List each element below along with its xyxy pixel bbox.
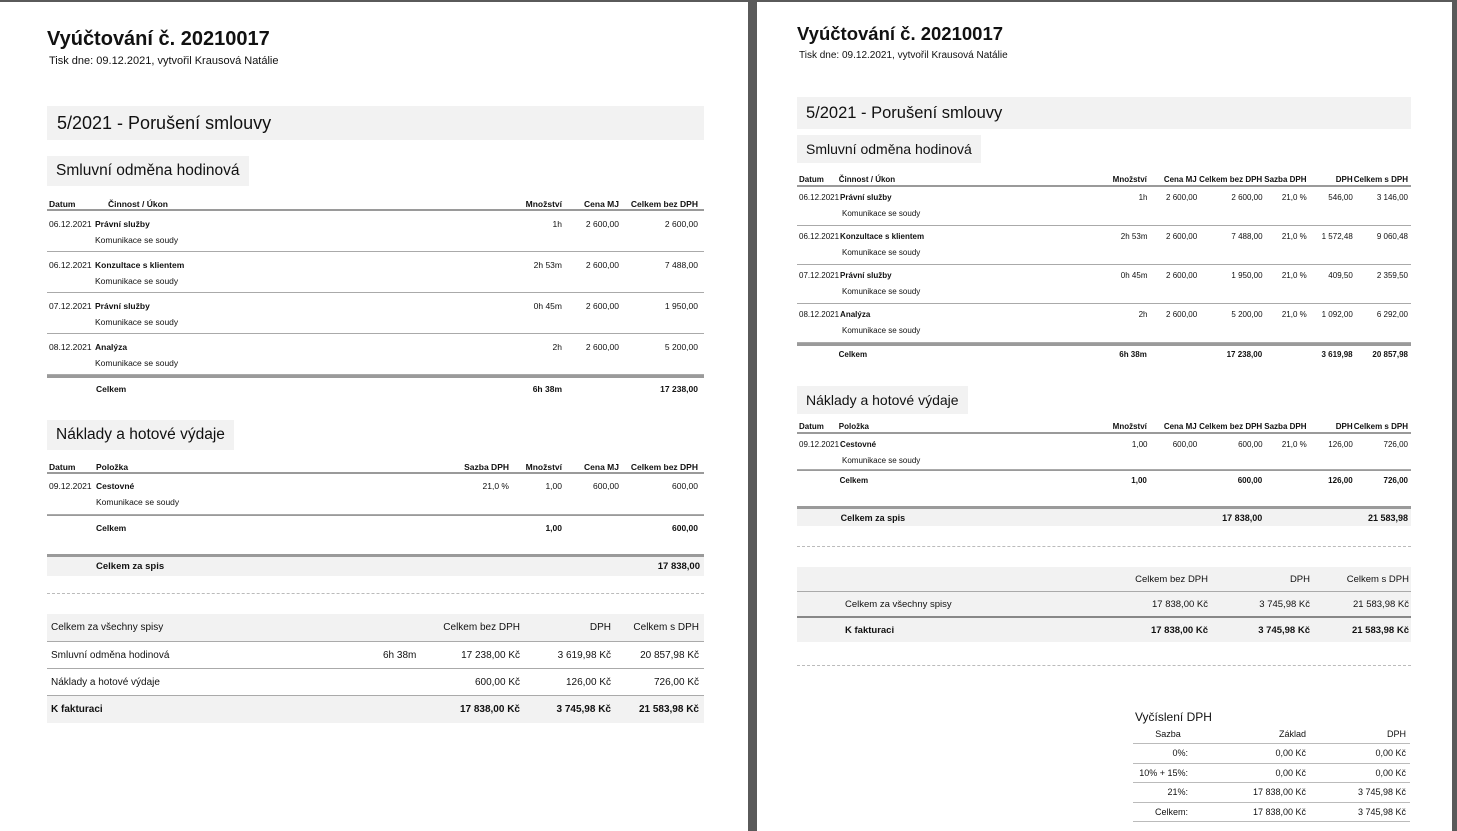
row-net: 7 488,00 — [664, 260, 698, 270]
section-expenses-title: Náklady a hotové výdaje — [797, 386, 968, 414]
table-row — [797, 304, 1411, 343]
col-qty: Množství — [525, 462, 562, 472]
row-vat: 0,00 Kč — [1375, 748, 1406, 758]
row-gross: 3 146,00 — [1376, 193, 1408, 202]
summary-gross: 21 583,98 Kč — [1353, 598, 1409, 610]
summary-vat: 126,00 Kč — [565, 676, 611, 688]
invoice-vat: 3 745,98 Kč — [556, 704, 611, 715]
row-date: 06.12.2021 — [799, 232, 840, 241]
document-page-right — [757, 2, 1452, 831]
row-price: 2 600,00 — [1166, 310, 1198, 319]
total-net: 600,00 — [672, 523, 698, 533]
row-gross: 2 359,50 — [1376, 271, 1408, 280]
summary-col-net: Celkem bez DPH — [1135, 573, 1208, 585]
row-base: 0,00 Kč — [1275, 767, 1306, 778]
vat-breakdown — [1133, 708, 1410, 822]
summary-gross: 20 857,98 Kč — [640, 649, 699, 661]
col-vat: DPH — [1335, 422, 1353, 431]
summary-col-gross: Celkem s DPH — [1346, 573, 1409, 585]
row-qty: 1,00 — [1131, 440, 1148, 449]
row-main-line — [797, 268, 1411, 284]
row-rate: 21,0 % — [1281, 271, 1307, 280]
total-gross: 726,00 — [1383, 476, 1408, 485]
row-item: Cestovné — [96, 481, 135, 491]
hourly-total-row — [797, 343, 1411, 364]
row-base: 17 838,00 Kč — [1252, 806, 1306, 817]
col-rate: Sazba DPH — [464, 462, 509, 472]
row-vat: 0,00 Kč — [1375, 767, 1406, 778]
invoice-row — [47, 696, 704, 723]
total-net: 17 238,00 — [660, 384, 698, 394]
row-vat: 546,00 — [1328, 193, 1353, 202]
hourly-table-header — [797, 173, 1411, 187]
invoice-label: K fakturaci — [51, 704, 103, 715]
expenses-total-row — [797, 469, 1411, 506]
summary-label: Náklady a hotové výdaje — [51, 676, 160, 688]
row-qty: 1,00 — [545, 481, 562, 491]
row-rate: 21,0 % — [1281, 193, 1307, 202]
summary-col-net: Celkem bez DPH — [443, 622, 520, 633]
row-date: 07.12.2021 — [799, 271, 840, 280]
table-row — [47, 334, 704, 375]
page-content — [797, 21, 1411, 666]
row-vat: 409,50 — [1328, 271, 1353, 280]
row-rate: 0%: — [1172, 748, 1188, 758]
row-qty: 2h 53m — [1120, 232, 1148, 241]
col-price: Cena MJ — [1163, 422, 1197, 431]
row-base: 17 838,00 Kč — [1252, 787, 1306, 797]
row-note: Komunikace se soudy — [842, 456, 921, 465]
col-date: Datum — [799, 422, 824, 431]
row-rate: 21,0 % — [482, 481, 509, 491]
col-price: Cena MJ — [1163, 175, 1197, 184]
col-gross: Celkem s DPH — [1353, 422, 1408, 431]
row-price: 2 600,00 — [1166, 193, 1198, 202]
case-total-row — [47, 554, 704, 576]
summary-row — [47, 669, 704, 696]
expenses-table-header — [797, 420, 1411, 434]
total-vat: 3 619,98 — [1321, 350, 1353, 359]
row-main-line — [47, 298, 704, 314]
summary-qty: 6h 38m — [383, 649, 417, 661]
row-qty: 2h 53m — [533, 260, 562, 270]
case-heading: 5/2021 - Porušení smlouvy — [797, 97, 1411, 129]
row-net: 7 488,00 — [1231, 232, 1263, 241]
col-vat: DPH — [1386, 729, 1406, 739]
row-vat: 1 572,48 — [1321, 232, 1353, 241]
col-activity: Činnost / Úkon — [838, 175, 896, 184]
row-main-line — [797, 307, 1411, 323]
row-date: 06.12.2021 — [49, 219, 92, 229]
invoice-vat: 3 745,98 Kč — [1258, 624, 1310, 636]
row-activity: Právní služby — [95, 301, 150, 311]
col-qty: Množství — [525, 199, 562, 209]
vat-breakdown-row — [1133, 764, 1410, 784]
row-activity: Analýza — [840, 310, 871, 319]
table-row — [47, 474, 704, 515]
total-label: Celkem — [96, 384, 127, 394]
col-qty: Množství — [1112, 422, 1147, 431]
row-net: 600,00 — [1238, 440, 1263, 449]
row-rate: 21,0 % — [1281, 232, 1307, 241]
summary-col-label: Celkem za všechny spisy — [51, 622, 164, 633]
table-row — [797, 265, 1411, 304]
row-activity: Konzultace s klientem — [840, 232, 925, 241]
row-net: 5 200,00 — [664, 342, 698, 352]
expenses-table-header — [47, 460, 704, 474]
table-row — [47, 252, 704, 293]
table-row — [47, 211, 704, 252]
total-vat: 126,00 — [1328, 476, 1353, 485]
row-activity: Právní služby — [840, 193, 892, 202]
row-date: 06.12.2021 — [799, 193, 840, 202]
row-vat: 3 745,98 Kč — [1357, 806, 1406, 817]
summary-header — [797, 567, 1411, 592]
summary-net: 17 838,00 Kč — [1152, 598, 1208, 610]
summary-col-vat: DPH — [589, 622, 611, 633]
row-main-line — [47, 257, 704, 273]
table-row — [47, 293, 704, 334]
summary-label: Celkem za všechny spisy — [845, 598, 952, 610]
case-total-net: 17 838,00 — [1222, 513, 1263, 523]
summary-label: Smluvní odměna hodinová — [51, 649, 170, 661]
row-date: 08.12.2021 — [49, 342, 92, 352]
summary-col-gross: Celkem s DPH — [633, 622, 699, 633]
row-qty: 0h 45m — [1120, 271, 1148, 280]
invoice-gross: 21 583,98 Kč — [1351, 624, 1409, 636]
row-note: Komunikace se soudy — [842, 248, 921, 257]
row-note: Komunikace se soudy — [842, 326, 921, 335]
row-item: Cestovné — [840, 440, 877, 449]
case-total-net: 17 838,00 — [657, 561, 700, 572]
row-activity: Analýza — [95, 342, 128, 352]
document-title: Vyúčtování č. 20210017 — [797, 23, 1004, 44]
row-note: Komunikace se soudy — [95, 358, 179, 368]
row-base: 0,00 Kč — [1275, 748, 1306, 758]
vat-breakdown-body — [1133, 744, 1410, 822]
expenses-total-row — [47, 514, 704, 554]
row-price: 2 600,00 — [1166, 271, 1198, 280]
case-total-label: Celkem za spis — [96, 561, 165, 572]
row-main-line — [47, 339, 704, 355]
invoice-label: K fakturaci — [845, 624, 895, 636]
row-net: 600,00 — [672, 481, 698, 491]
invoice-net: 17 838,00 Kč — [1150, 624, 1208, 636]
total-gross: 20 857,98 — [1372, 350, 1408, 359]
hourly-table-body — [797, 187, 1411, 343]
row-rate: 21%: — [1167, 787, 1188, 797]
row-net: 5 200,00 — [1231, 310, 1263, 319]
col-date: Datum — [799, 175, 824, 184]
summary-table — [797, 567, 1411, 642]
row-gross: 6 292,00 — [1376, 310, 1408, 319]
total-label: Celkem — [839, 476, 869, 485]
row-qty: 1h — [552, 219, 562, 229]
summary-row — [797, 592, 1411, 618]
row-note: Komunikace se soudy — [842, 287, 921, 296]
invoice-net: 17 838,00 Kč — [459, 704, 520, 715]
separator — [797, 665, 1411, 666]
total-label: Celkem — [838, 350, 868, 359]
case-total-gross: 21 583,98 — [1367, 513, 1408, 523]
row-rate: 10% + 15%: — [1139, 767, 1188, 778]
row-price: 2 600,00 — [585, 342, 619, 352]
row-vat: 3 745,98 Kč — [1357, 787, 1406, 797]
row-rate: Celkem: — [1154, 806, 1188, 817]
row-date: 06.12.2021 — [49, 260, 92, 270]
vat-breakdown-title: Vyčíslení DPH — [1135, 710, 1212, 724]
row-gross: 726,00 — [1383, 440, 1408, 449]
row-note: Komunikace se soudy — [95, 276, 179, 286]
row-net: 1 950,00 — [664, 301, 698, 311]
col-item: Položka — [838, 422, 869, 431]
summary-gross: 726,00 Kč — [653, 676, 699, 688]
summary-net: 600,00 Kč — [474, 676, 520, 688]
col-date: Datum — [49, 462, 76, 472]
page-content — [47, 26, 704, 723]
col-price: Cena MJ — [584, 462, 619, 472]
row-main-line — [47, 216, 704, 232]
row-qty: 1h — [1138, 193, 1148, 202]
row-activity: Právní služby — [95, 219, 150, 229]
row-activity: Konzultace s klientem — [95, 260, 185, 270]
row-date: 07.12.2021 — [49, 301, 92, 311]
print-info: Tisk dne: 09.12.2021, vytvořil Krausová Natálie — [799, 50, 1008, 61]
hourly-table-body — [47, 211, 704, 375]
vat-breakdown-row — [1133, 744, 1410, 764]
row-price: 2 600,00 — [585, 301, 619, 311]
summary-vat: 3 619,98 Kč — [557, 649, 611, 661]
hourly-table-header — [47, 197, 704, 211]
col-rate: Sazba DPH — [1264, 422, 1307, 431]
row-qty: 2h — [552, 342, 562, 352]
col-activity: Činnost / Úkon — [108, 199, 168, 209]
row-price: 2 600,00 — [585, 219, 619, 229]
row-vat: 126,00 — [1328, 440, 1353, 449]
section-hourly-title: Smluvní odměna hodinová — [47, 156, 249, 186]
row-net: 1 950,00 — [1231, 271, 1263, 280]
document-page-left — [0, 2, 748, 747]
row-price: 600,00 — [1172, 440, 1198, 449]
section-expenses-title: Náklady a hotové výdaje — [47, 420, 234, 450]
row-date: 08.12.2021 — [799, 310, 840, 319]
row-activity: Právní služby — [840, 271, 892, 280]
vat-breakdown-row — [1133, 803, 1410, 823]
expenses-table-body — [797, 434, 1411, 470]
table-row — [797, 434, 1411, 470]
col-net: Celkem bez DPH — [630, 462, 698, 472]
row-vat: 1 092,00 — [1321, 310, 1353, 319]
row-rate: 21,0 % — [1281, 440, 1307, 449]
col-gross: Celkem s DPH — [1353, 175, 1408, 184]
case-total-row — [797, 506, 1411, 526]
row-gross: 9 060,48 — [1376, 232, 1408, 241]
expenses-table-body — [47, 474, 704, 515]
table-row — [797, 226, 1411, 265]
row-note: Komunikace se soudy — [96, 497, 180, 507]
row-note: Komunikace se soudy — [842, 209, 921, 218]
row-main-line — [797, 229, 1411, 245]
hourly-total-row — [47, 375, 704, 402]
row-note: Komunikace se soudy — [95, 317, 179, 327]
col-date: Datum — [49, 199, 76, 209]
summary-row — [47, 642, 704, 669]
col-rate: Sazba — [1155, 729, 1181, 739]
col-base: Základ — [1278, 729, 1306, 739]
row-net: 2 600,00 — [1231, 193, 1263, 202]
vat-breakdown-row — [1133, 783, 1410, 803]
summary-net: 6h 38m 17 238,00 Kč — [383, 649, 520, 661]
case-heading: 5/2021 - Porušení smlouvy — [47, 106, 704, 140]
summary-vat: 3 745,98 Kč — [1259, 598, 1310, 610]
summary-table — [47, 614, 704, 723]
row-price: 2 600,00 — [1166, 232, 1198, 241]
row-price: 2 600,00 — [585, 260, 619, 270]
total-qty: 6h 38m — [532, 384, 562, 394]
row-note: Komunikace se soudy — [95, 235, 179, 245]
row-date: 09.12.2021 — [49, 481, 92, 491]
row-qty: 2h — [1138, 310, 1148, 319]
print-info: Tisk dne: 09.12.2021, vytvořil Krausová Natálie — [49, 55, 279, 67]
total-net: 17 238,00 — [1226, 350, 1263, 359]
col-item: Položka — [96, 462, 129, 472]
vat-breakdown-header — [1133, 726, 1410, 744]
invoice-gross: 21 583,98 Kč — [638, 704, 699, 715]
col-rate: Sazba DPH — [1264, 175, 1307, 184]
total-qty: 1,00 — [1131, 476, 1147, 485]
row-net: 2 600,00 — [664, 219, 698, 229]
row-date: 09.12.2021 — [799, 440, 840, 449]
col-net: Celkem bez DPH — [1199, 175, 1263, 184]
viewer-page-gap — [748, 0, 757, 831]
table-row — [797, 187, 1411, 226]
invoice-row — [797, 618, 1411, 642]
row-qty: 0h 45m — [533, 301, 562, 311]
col-net: Celkem bez DPH — [630, 199, 698, 209]
document-title: Vyúčtování č. 20210017 — [47, 28, 270, 50]
row-rate: 21,0 % — [1281, 310, 1307, 319]
col-qty: Množství — [1112, 175, 1147, 184]
col-price: Cena MJ — [584, 199, 619, 209]
section-hourly-title: Smluvní odměna hodinová — [797, 135, 981, 163]
total-qty: 1,00 — [545, 523, 562, 533]
col-net: Celkem bez DPH — [1199, 422, 1263, 431]
summary-col-vat: DPH — [1289, 573, 1310, 585]
col-vat: DPH — [1335, 175, 1353, 184]
viewer-right-edge — [1452, 0, 1457, 831]
summary-header — [47, 614, 704, 642]
total-qty: 6h 38m — [1119, 350, 1147, 359]
case-total-label: Celkem za spis — [840, 513, 906, 523]
row-main-line — [797, 190, 1411, 206]
row-price: 600,00 — [593, 481, 619, 491]
total-label: Celkem — [96, 523, 127, 533]
total-net: 600,00 — [1237, 476, 1263, 485]
